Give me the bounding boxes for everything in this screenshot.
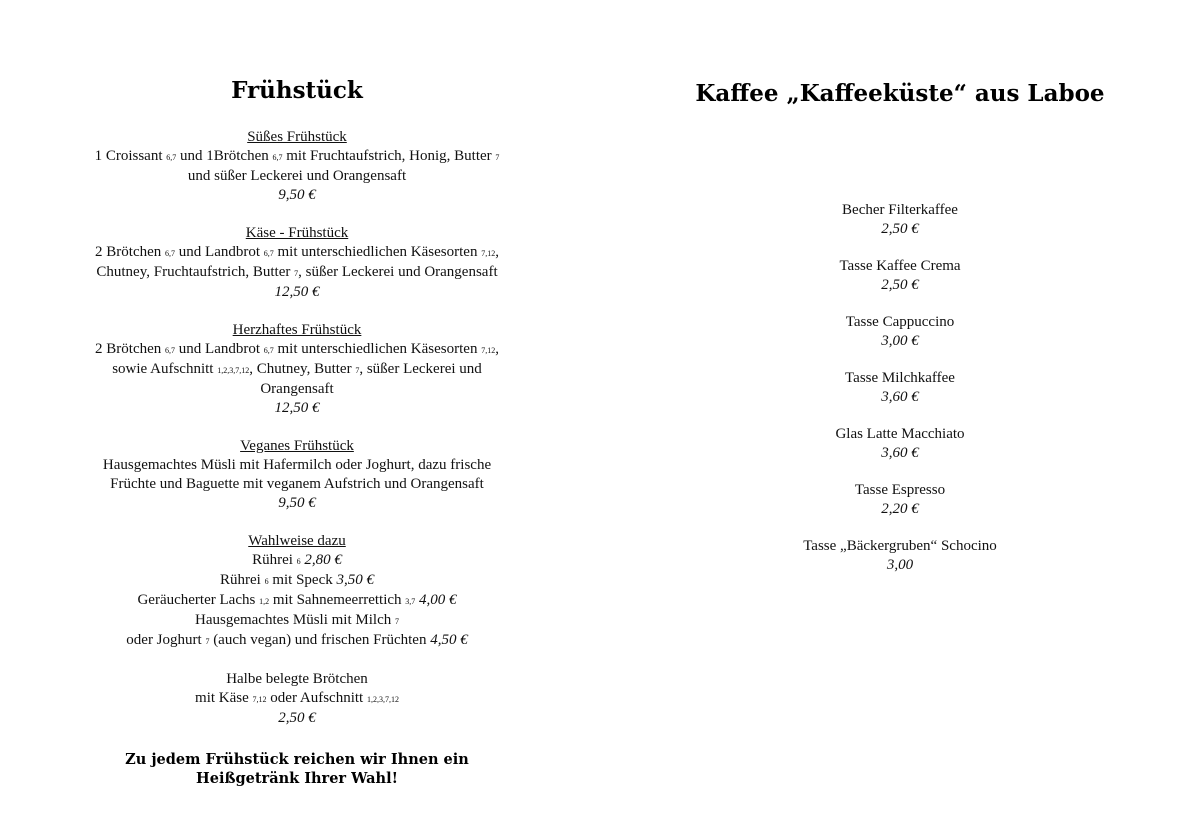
coffee-list — [680, 201, 1120, 575]
menu-line — [60, 709, 534, 728]
coffee-name: Tasse „Bäckergruben“ Schocino — [803, 538, 997, 554]
price: 12,50 € — [274, 400, 320, 416]
menu-line — [60, 591, 534, 611]
allergen-note: 6,7 — [165, 346, 176, 355]
coffee-item — [680, 425, 1120, 463]
menu-line — [60, 380, 534, 399]
price: 2,80 € — [304, 552, 342, 568]
menu-text: , süßer Leckerei und — [359, 361, 482, 377]
allergen-note: 7 — [355, 366, 360, 375]
menu-text: und 1Brötchen — [176, 148, 273, 164]
coffee-price: 3,00 — [886, 557, 914, 573]
menu-line — [60, 167, 534, 186]
menu-line — [60, 186, 534, 205]
allergen-note: 1,2 — [259, 597, 270, 606]
menu-line — [60, 551, 534, 571]
allergen-note: 6 — [296, 557, 301, 566]
menu-text: mit Sahnemeerrettich — [269, 592, 406, 608]
menu-section-title: Herzhaftes Frühstück — [232, 322, 362, 338]
allergen-note: 6 — [264, 577, 269, 586]
menu-text: mit unterschiedlichen Käsesorten — [273, 244, 482, 260]
coffee-item — [680, 313, 1120, 351]
menu-text: Orangensaft — [260, 381, 334, 397]
menu-text: Geräucherter Lachs — [137, 592, 260, 608]
coffee-name: Tasse Cappuccino — [845, 314, 955, 330]
coffee-price: 3,60 € — [881, 389, 919, 405]
menu-text: mit Käse — [195, 690, 253, 706]
price: 12,50 € — [274, 284, 320, 300]
menu-text: Rührei — [252, 552, 297, 568]
allergen-note: 6,7 — [166, 153, 177, 162]
menu-text: Früchte und Baguette mit veganem Aufstrich und Orangensaft — [110, 476, 484, 492]
menu-text: , Chutney, Butter — [249, 361, 356, 377]
coffee-item — [680, 369, 1120, 407]
breakfast-note — [60, 750, 534, 788]
coffee-item — [680, 537, 1120, 575]
menu-text: Halbe belegte Brötchen — [226, 671, 368, 687]
menu-text: sowie Aufschnitt — [112, 361, 218, 377]
menu-section — [60, 128, 534, 205]
menu-section — [60, 670, 534, 728]
menu-text: 1 Croissant — [94, 148, 167, 164]
menu-line — [60, 283, 534, 302]
coffee-name: Tasse Milchkaffee — [845, 370, 955, 386]
breakfast-note-line: Zu jedem Frühstück reichen wir Ihnen ein — [125, 751, 469, 768]
menu-line — [60, 360, 534, 380]
allergen-note: 7,12 — [481, 346, 496, 355]
allergen-note: 3,7 — [405, 597, 416, 606]
price: 2,50 € — [278, 710, 316, 726]
menu-text: 2 Brötchen — [95, 341, 166, 357]
menu-line — [60, 689, 534, 709]
coffee-item — [680, 481, 1120, 519]
menu-text: oder Aufschnitt — [266, 690, 367, 706]
menu-line — [60, 611, 534, 631]
menu-text: Hausgemachtes Müsli mit Hafermilch oder Joghurt, dazu frische — [102, 457, 492, 473]
breakfast-note-line: Heißgetränk Ihrer Wahl! — [196, 770, 398, 787]
coffee-name: Glas Latte Macchiato — [835, 426, 965, 442]
allergen-note: 7 — [294, 269, 299, 278]
menu-text: Chutney, Fruchtaufstrich, Butter — [96, 264, 295, 280]
menu-section — [60, 224, 534, 302]
menu-section-title: Wahlweise dazu — [248, 533, 346, 549]
menu-text: (auch vegan) und frischen Früchten — [209, 632, 431, 648]
coffee-heading: Kaffee „Kaffeeküste“ aus Laboe — [695, 80, 1105, 107]
price: 4,00 € — [419, 592, 457, 608]
allergen-note: 6,7 — [263, 249, 274, 258]
menu-text: Hausgemachtes Müsli mit Milch — [195, 612, 395, 628]
menu-text: oder Joghurt — [126, 632, 206, 648]
price: 9,50 € — [278, 495, 316, 511]
coffee-name: Tasse Espresso — [854, 482, 946, 498]
allergen-note: 1,2,3,7,12 — [217, 366, 250, 375]
menu-text: mit unterschiedlichen Käsesorten — [273, 341, 482, 357]
menu-section — [60, 437, 534, 513]
menu-section-title: Käse - Frühstück — [245, 225, 349, 241]
coffee-name: Tasse Kaffee Crema — [839, 258, 961, 274]
allergen-note: 7 — [394, 617, 399, 626]
menu-text: mit Speck — [268, 572, 337, 588]
menu-text: , — [495, 244, 499, 260]
menu-line — [60, 475, 534, 494]
menu-text: , — [495, 341, 499, 357]
allergen-note: 7 — [205, 637, 210, 646]
coffee-name: Becher Filterkaffee — [842, 202, 958, 218]
breakfast-column — [60, 76, 534, 788]
menu-text: , süßer Leckerei und Orangensaft — [298, 264, 498, 280]
price: 9,50 € — [278, 187, 316, 203]
breakfast-heading: Frühstück — [231, 77, 363, 104]
menu-section-title: Süßes Frühstück — [247, 129, 347, 145]
menu-line — [60, 263, 534, 283]
coffee-item — [680, 257, 1120, 295]
price: 3,50 € — [336, 572, 374, 588]
menu-text: mit Fruchtaufstrich, Honig, Butter — [282, 148, 496, 164]
menu-line — [60, 340, 534, 360]
coffee-price: 2,50 € — [881, 277, 919, 293]
menu-line — [60, 147, 534, 167]
allergen-note: 6,7 — [165, 249, 176, 258]
menu-line — [60, 243, 534, 263]
allergen-note: 1,2,3,7,12 — [366, 695, 399, 704]
allergen-note: 7,12 — [252, 695, 267, 704]
menu-line — [60, 631, 534, 651]
coffee-item — [680, 201, 1120, 239]
menu-line — [60, 399, 534, 418]
menu-line — [60, 494, 534, 513]
menu-line — [60, 456, 534, 475]
allergen-note: 7 — [495, 153, 500, 162]
allergen-note: 6,7 — [263, 346, 274, 355]
menu-text: und süßer Leckerei und Orangensaft — [187, 168, 407, 184]
coffee-price: 3,60 € — [881, 445, 919, 461]
coffee-price: 2,50 € — [881, 221, 919, 237]
menu-text: und Landbrot — [175, 341, 264, 357]
price: 4,50 € — [430, 632, 468, 648]
menu-section-title: Veganes Frühstück — [240, 438, 354, 454]
menu-section — [60, 321, 534, 418]
menu-text: 2 Brötchen — [95, 244, 166, 260]
allergen-note: 6,7 — [272, 153, 283, 162]
coffee-price: 3,00 € — [881, 333, 919, 349]
coffee-column — [680, 79, 1120, 593]
menu-line — [60, 571, 534, 591]
menu-text: Rührei — [220, 572, 265, 588]
menu-section — [60, 532, 534, 651]
coffee-price: 2,20 € — [881, 501, 919, 517]
menu-text: und Landbrot — [175, 244, 264, 260]
breakfast-sections — [60, 128, 534, 728]
allergen-note: 7,12 — [481, 249, 496, 258]
menu-line — [60, 670, 534, 689]
